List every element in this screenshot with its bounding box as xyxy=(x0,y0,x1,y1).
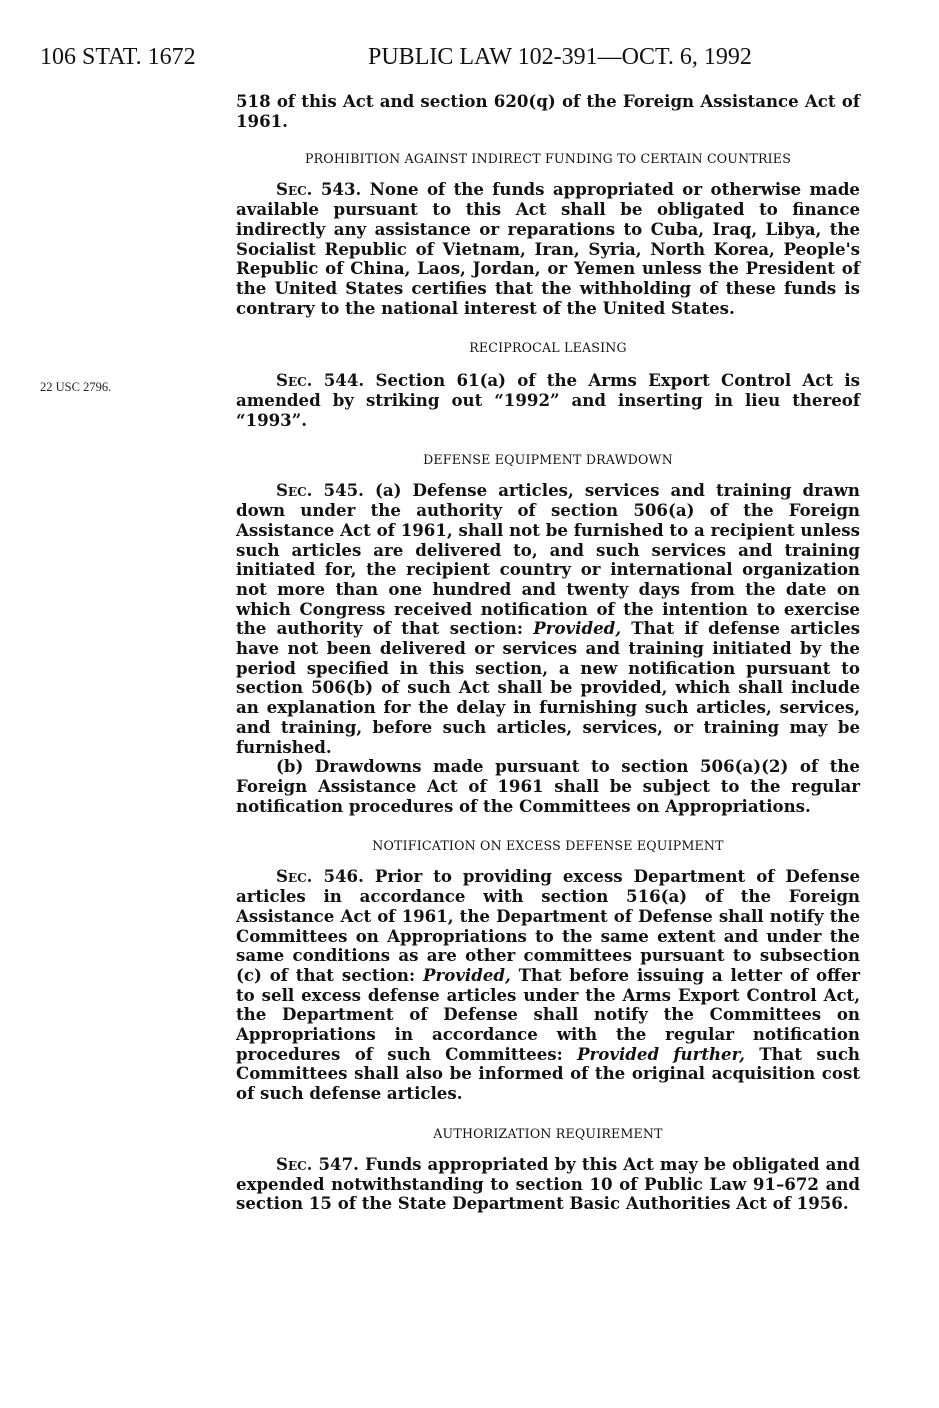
sec-label: Sec. xyxy=(276,179,313,200)
margin-citation: 22 USC 2796. xyxy=(40,380,112,394)
document-body xyxy=(236,92,860,1214)
section-546 xyxy=(236,867,860,1103)
section-544 xyxy=(236,371,860,430)
sec-number: 546. xyxy=(312,866,364,887)
section-heading: DEFENSE EQUIPMENT DRAWDOWN xyxy=(423,452,673,468)
proviso-further: Provided further, xyxy=(577,1043,745,1064)
sec-label: Sec. xyxy=(276,480,313,501)
section-text: Section 61(a) of the Arms Export Control Act is amended by striking out “1992” and inserting in lieu thereof “1993”. xyxy=(236,370,860,430)
continuation-paragraph: 518 of this Act and section 620(q) of the Foreign Assistance Act of 1961. xyxy=(236,91,860,131)
sec-label: Sec. xyxy=(276,370,313,391)
sec-number: 544. xyxy=(312,370,365,391)
section-545-b: (b) Drawdowns made pursuant to section 506(a)(2) of the Foreign Assistance Act of 1961 shall be subject to the regular notification procedures of the Committees on Appropriations. xyxy=(236,756,860,816)
proviso: Provided, xyxy=(533,618,622,639)
sec-label: Sec. xyxy=(276,866,313,887)
section-heading: PROHIBITION AGAINST INDIRECT FUNDING TO CERTAIN COUNTRIES xyxy=(304,151,792,167)
section-text: Funds appropriated by this Act may be obligated and expended notwithstanding to section 10 of Public Law 91–672 and section 15 of the State Department Basic Authorities Act of 1956. xyxy=(236,1153,860,1214)
section-text: That such Committees shall also be informed of the original acquisition cost of such defense articles. xyxy=(236,1043,860,1104)
section-545-a xyxy=(236,481,860,757)
section-heading: NOTIFICATION ON EXCESS DEFENSE EQUIPMENT xyxy=(372,838,724,854)
section-text: None of the funds appropriated or otherwise made available pursuant to this Act shall be obligated to finance indirectly any assistance or reparations to Cuba, Iraq, Libya, the Socialist Republic of Vietnam, Iran, Syria, North Korea, People's Republic of China, Laos, Jordan, or Yemen unless the President of the United States certifies that the withholding of these funds is contrary to the national interest of the United States. xyxy=(236,179,860,318)
section-heading: AUTHORIZATION REQUIREMENT xyxy=(433,1125,663,1141)
sec-number: 543. xyxy=(312,179,362,200)
stat-page-number: 106 STAT. 1672 xyxy=(40,44,196,70)
sec-label: Sec. xyxy=(276,1153,313,1174)
section-text: Prior to providing excess Department of Defense articles in accordance with section 516(a) of the Foreign Assistance Act of 1961, the Department of Defense shall notify the Committees on Appropriations to the same extent and under the same conditions as are other committees pursuant to subsection (c) of that section: xyxy=(236,866,860,985)
section-text: That if defense articles have not been delivered or services and training initiated by the period specified in this section, a new notification pursuant to section 506(b) of such Act shall be provided, which shall include an explanation for the delay in furnishing such articles, services, and training, before such articles, services, or training may be furnished. xyxy=(236,618,860,757)
sec-number: 547. xyxy=(312,1153,359,1174)
section-text: That before issuing a letter of offer to sell excess defense articles under the Arms Export Control Act, the Department of Defense shall notify the Committees on Appropriations in accordance with the regular notification procedures of such Committees: xyxy=(236,964,860,1064)
section-547 xyxy=(236,1155,860,1214)
running-head: PUBLIC LAW 102-391—OCT. 6, 1992 xyxy=(368,44,752,70)
sec-number: 545. xyxy=(312,480,364,501)
section-543 xyxy=(236,180,860,318)
proviso: Provided, xyxy=(422,964,511,985)
section-text: (a) Defense articles, services and training drawn down under the authority of section 506(a) of the Foreign Assistance Act of 1961, shall not be furnished to a recipient unless such articles are delivered to, and such services and training initiated for, the recipient country or international organization not more than one hundred and twenty days from the date on which Congress received notification of the intention to exercise the authority of that section: xyxy=(236,480,860,639)
section-heading: RECIPROCAL LEASING xyxy=(469,340,627,356)
